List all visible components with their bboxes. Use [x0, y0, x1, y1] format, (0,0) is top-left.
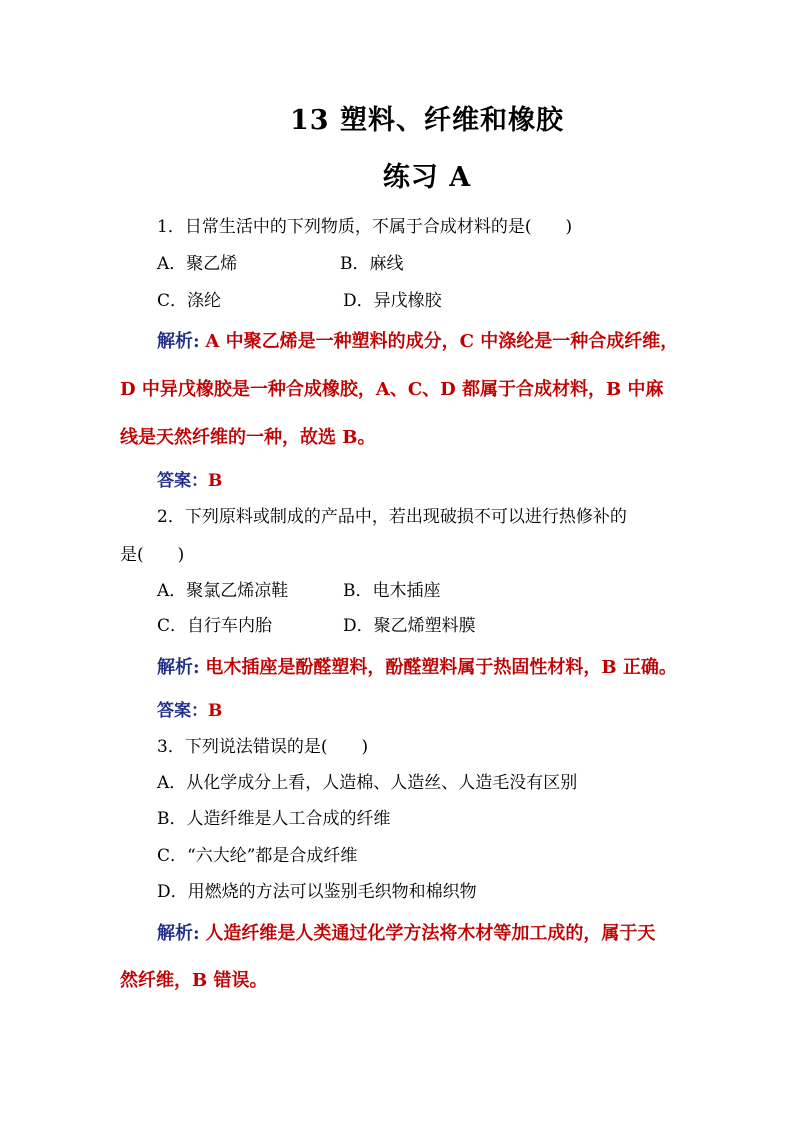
explanation-text: A 中聚乙烯是一种塑料的成分，C 中涤纶是一种合成纤维，: [205, 331, 679, 352]
document-title: 13 塑料、纤维和橡胶: [290, 105, 564, 136]
answer-value: B: [208, 471, 223, 491]
explanation-text: 人造纤维是人类通过化学方法将木材等加工成的，属于天: [205, 923, 656, 944]
question-3-explanation-line-1: [157, 919, 655, 945]
question-2-stem-line-2: 是( ): [120, 545, 185, 565]
question-3-option-c: C．“六大纶”都是合成纤维: [157, 846, 358, 866]
question-2-option-c: C．自行车内胎: [157, 616, 273, 636]
question-1-answer: [157, 466, 222, 491]
explanation-label: 解析:: [157, 923, 200, 944]
answer-label: 答案：: [157, 471, 208, 491]
question-1-option-c: C．涤纶: [157, 291, 222, 311]
question-3-explanation-line-2: 然纤维，B 错误。: [120, 970, 268, 991]
question-1-explanation-line-3: 线是天然纤维的一种，故选 B。: [120, 427, 376, 448]
explanation-label: 解析:: [157, 657, 200, 678]
question-3-option-d: D．用燃烧的方法可以鉴别毛织物和棉织物: [157, 882, 477, 902]
question-2-option-b: B．电木插座: [343, 581, 441, 601]
explanation-text: 电木插座是酚醛塑料，酚醛塑料属于热固性材料，B 正确。: [205, 657, 677, 678]
question-2-stem-line-1: 2．下列原料或制成的产品中，若出现破损不可以进行热修补的: [157, 507, 627, 527]
question-1-option-d: D．异戊橡胶: [343, 291, 442, 311]
question-3-option-a: A．从化学成分上看，人造棉、人造丝、人造毛没有区别: [157, 773, 578, 793]
answer-value: B: [208, 701, 223, 721]
question-2-option-a: A．聚氯乙烯凉鞋: [157, 581, 289, 601]
question-1-explanation-line-2: D 中异戊橡胶是一种合成橡胶，A、C、D 都属于合成材料，B 中麻: [120, 379, 664, 400]
question-3-option-b: B．人造纤维是人工合成的纤维: [157, 809, 391, 829]
explanation-label: 解析:: [157, 331, 200, 352]
document-subtitle: 练习 A: [382, 162, 472, 193]
question-1-explanation-line-1: [157, 327, 678, 353]
answer-label: 答案：: [157, 701, 208, 721]
question-1-option-b: B．麻线: [340, 254, 404, 274]
question-2-explanation: [157, 653, 677, 679]
question-2-answer: [157, 696, 222, 721]
question-1-stem: 1．日常生活中的下列物质，不属于合成材料的是( ): [157, 217, 573, 237]
question-3-stem: 3．下列说法错误的是( ): [157, 737, 369, 757]
question-1-option-a: A．聚乙烯: [157, 254, 238, 274]
question-2-option-d: D．聚乙烯塑料膜: [343, 616, 476, 636]
